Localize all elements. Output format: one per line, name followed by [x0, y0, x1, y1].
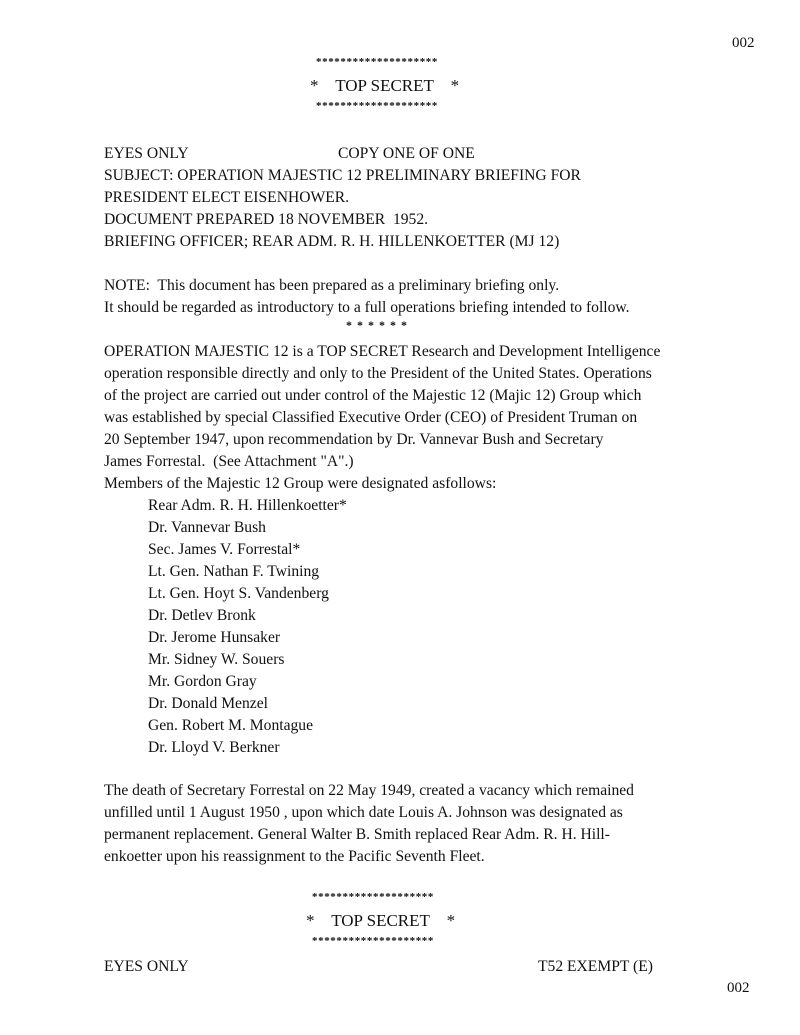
closing-line: The death of Secretary Forrestal on 22 May 1949, created a vacancy which remained — [104, 782, 634, 799]
prepared-date: DOCUMENT PREPARED 18 NOVEMBER 1952. — [104, 211, 429, 228]
page-number-top: 002 — [732, 35, 755, 51]
closing-line: unfilled until 1 August 1950 , upon which date Louis A. Johnson was designated as — [104, 804, 623, 821]
banner-label: * TOP SECRET * — [306, 911, 456, 930]
briefing-officer: BRIEFING OFFICER; REAR ADM. R. H. HILLENKOETTER (MJ 12) — [104, 233, 560, 250]
subject-line-1: SUBJECT: OPERATION MAJESTIC 12 PRELIMINARY BRIEFING FOR — [104, 167, 581, 184]
copy-label: COPY ONE OF ONE — [338, 145, 475, 162]
body-line: OPERATION MAJESTIC 12 is a TOP SECRET Research and Development Intelligence — [104, 343, 661, 360]
body-line: 20 September 1947, upon recommendation by Dr. Vannevar Bush and Secretary — [104, 431, 604, 448]
footer-exempt: T52 EXEMPT (E) — [538, 958, 653, 975]
list-item: Lt. Gen. Nathan F. Twining — [148, 563, 320, 580]
body-paragraph — [104, 341, 764, 495]
closing-line: permanent replacement. General Walter B. Smith replaced Rear Adm. R. H. Hill- — [104, 826, 610, 843]
list-item: Dr. Detlev Bronk — [148, 607, 256, 624]
page-number-bottom: 002 — [727, 980, 750, 996]
members-list — [148, 495, 347, 759]
closing-paragraph — [104, 780, 764, 868]
note-line-1: NOTE: This document has been prepared as a preliminary briefing only. — [104, 277, 560, 294]
subject-line-2: PRESIDENT ELECT EISENHOWER. — [104, 189, 350, 206]
list-item: Mr. Gordon Gray — [148, 673, 257, 690]
list-item: Sec. James V. Forrestal* — [148, 541, 301, 558]
closing-line: enkoetter upon his reassignment to the Pacific Seventh Fleet. — [104, 848, 485, 865]
body-line: operation responsible directly and only to the President of the United States. Operations — [104, 365, 652, 382]
list-item: Gen. Robert M. Montague — [148, 717, 314, 734]
list-item: Lt. Gen. Hoyt S. Vandenberg — [148, 585, 329, 602]
list-item: Dr. Donald Menzel — [148, 695, 268, 712]
body-line: of the project are carried out under control of the Majestic 12 (Majic 12) Group which — [104, 387, 642, 404]
banner-label: * TOP SECRET * — [310, 76, 460, 95]
list-item: Dr. Vannevar Bush — [148, 519, 266, 536]
banner-stars-lower: ******************** — [312, 935, 434, 947]
body-line: was established by special Classified Executive Order (CEO) of President Truman on — [104, 409, 638, 426]
body-line: Members of the Majestic 12 Group were designated asfollows: — [104, 475, 497, 492]
footer-eyes-only: EYES ONLY — [104, 958, 189, 975]
body-line: James Forrestal. (See Attachment "A".) — [104, 453, 354, 470]
list-item: Dr. Lloyd V. Berkner — [148, 739, 280, 756]
banner-stars-upper: ******************** — [312, 891, 434, 903]
banner-stars-upper: ******************** — [316, 56, 438, 68]
list-item: Dr. Jerome Hunsaker — [148, 629, 281, 646]
banner-stars-lower: ******************** — [316, 100, 438, 112]
eyes-only-label: EYES ONLY — [104, 145, 189, 162]
separator: * * * * * * — [346, 318, 408, 332]
list-item: Mr. Sidney W. Souers — [148, 651, 285, 668]
note-line-2: It should be regarded as introductory to a full operations briefing intended to follow. — [104, 299, 630, 316]
list-item: Rear Adm. R. H. Hillenkoetter* — [148, 497, 347, 514]
